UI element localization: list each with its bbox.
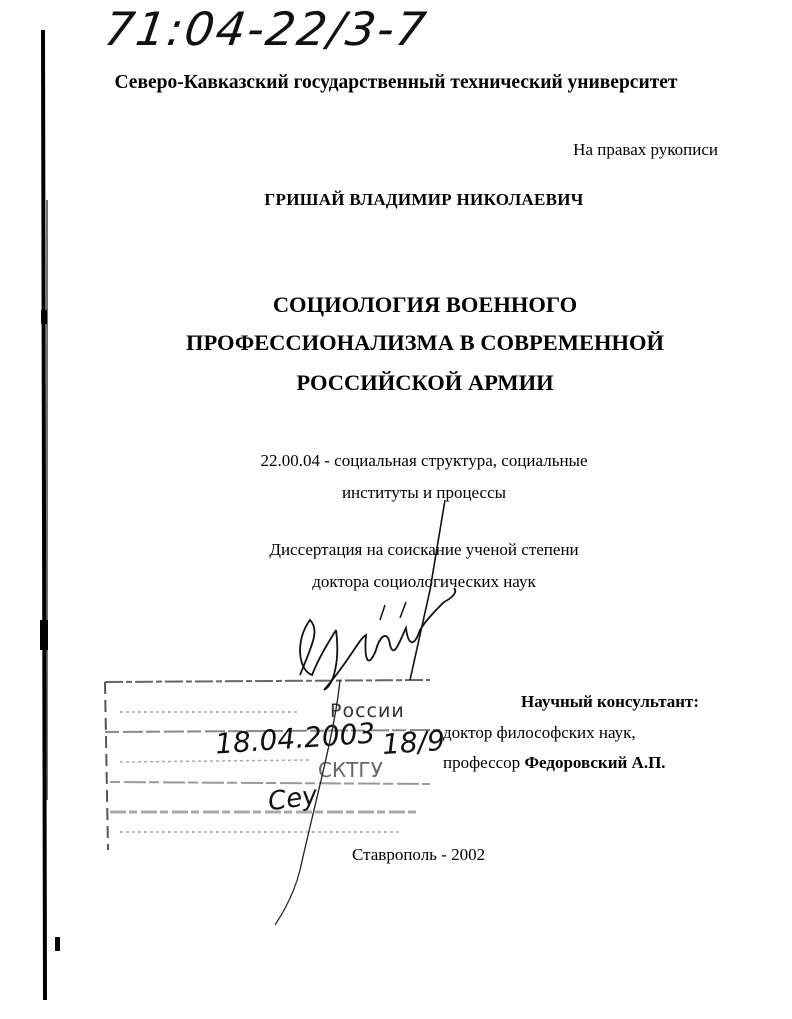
scanned-page-edge xyxy=(0,0,60,1019)
dissertation-title-line: ПРОФЕССИОНАЛИЗМА В СОВРЕМЕННОЙ xyxy=(185,330,665,355)
author-name: ГРИШАЙ ВЛАДИМИР НИКОЛАЕВИЧ xyxy=(264,190,584,209)
stamp-text: России xyxy=(330,700,405,722)
city-and-year: Ставрополь - 2002 xyxy=(352,845,486,864)
archive-code-handwritten: 71:04-22/3-7 xyxy=(101,2,432,56)
specialty-line: институты и процессы xyxy=(341,483,507,502)
degree-line: Диссертация на соискание ученой степени xyxy=(269,540,579,559)
dissertation-title-line: РОССИЙСКОЙ АРМИИ xyxy=(296,370,554,395)
manuscript-rights-note: На правах рукописи xyxy=(573,140,718,159)
stamp-handwritten-number: 18/9 xyxy=(380,723,446,762)
degree-line: доктора социологических наук xyxy=(312,572,536,591)
consultant-name: Федоровский А.П. xyxy=(524,753,666,772)
specialty-line: 22.00.04 - социальная структура, социальные xyxy=(260,451,588,470)
university-name: Северо-Кавказский государственный технический университет xyxy=(114,72,678,93)
consultant-rank: профессор xyxy=(443,753,525,772)
consultant-degree: доктор философских наук, xyxy=(443,723,636,742)
stamp-handwritten-date: 18.04.2003 xyxy=(214,716,377,761)
stamp-text: СКТГУ xyxy=(318,758,383,782)
dissertation-title-line: СОЦИОЛОГИЯ ВОЕННОГО xyxy=(272,292,578,317)
stamp-handwritten-initials: Сеу xyxy=(266,780,320,818)
consultant-title xyxy=(443,753,666,773)
consultant-label: Научный консультант: xyxy=(521,692,700,711)
